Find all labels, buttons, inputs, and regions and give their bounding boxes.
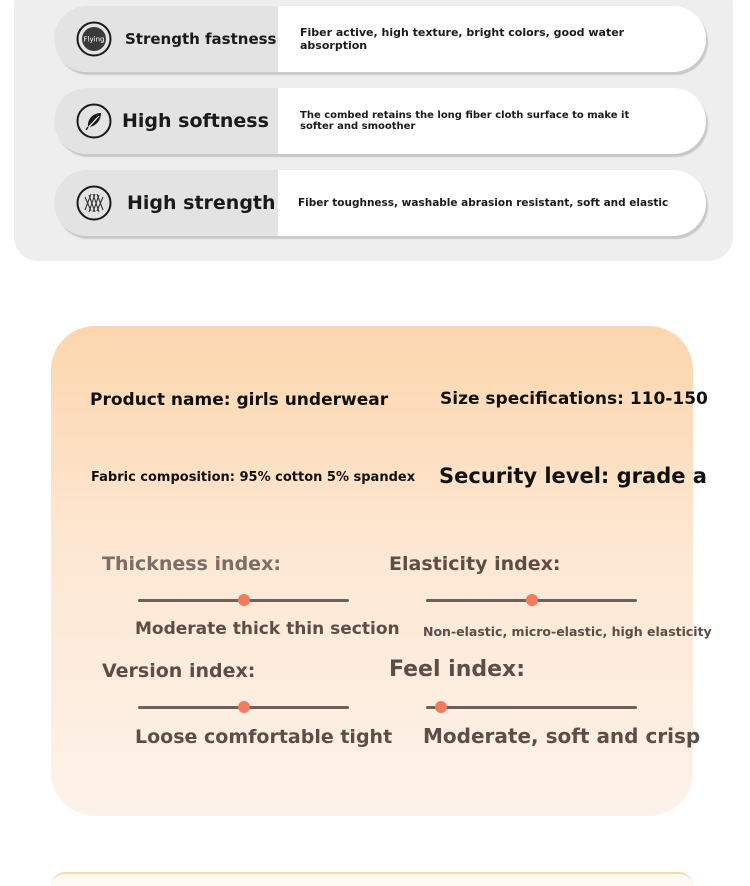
feather-icon: [76, 103, 112, 139]
product-name: Product name: girls underwear: [90, 390, 389, 410]
next-section-edge: [51, 872, 693, 886]
thickness-slider-dot: [238, 594, 250, 606]
flying-badge-icon: [76, 21, 112, 57]
elasticity-slider-dot: [526, 594, 538, 606]
feature-title: High softness: [122, 110, 269, 132]
security-level: Security level: grade a: [439, 464, 707, 488]
size-specifications: Size specifications: 110-150: [440, 389, 708, 409]
feature-label-area: [54, 170, 278, 236]
version-slider-track: [138, 706, 349, 709]
feature-row-high-softness: [54, 88, 706, 154]
thickness-slider-track: [138, 599, 349, 602]
feature-title: High strength: [127, 192, 276, 214]
feel-index-label: Feel index:: [389, 657, 526, 682]
feature-row-strength-fastness: [54, 6, 706, 72]
thickness-index-caption: Moderate thick thin section: [135, 619, 400, 639]
thickness-index-label: Thickness index:: [102, 553, 281, 575]
elasticity-slider-track: [426, 599, 637, 602]
feature-label-area: [54, 6, 278, 72]
feature-label-area: [54, 88, 278, 154]
feature-row-high-strength: [54, 170, 706, 236]
product-info-card: [51, 326, 712, 816]
version-index-caption: Loose comfortable tight: [135, 726, 393, 748]
feature-description: Fiber toughness, washable abrasion resistant, soft and elastic: [298, 197, 669, 209]
feature-description: Fiber active, high texture, bright colors, good water absorption: [300, 26, 625, 52]
fabric-composition: Fabric composition: 95% cotton 5% spandex: [91, 470, 416, 485]
flying-badge-text: Flying: [83, 35, 105, 44]
feature-description: The combed retains the long fiber cloth surface to make it softer and smoother: [300, 110, 630, 132]
version-index-label: Version index:: [102, 660, 256, 682]
elasticity-index-caption: Non-elastic, micro-elastic, high elasticity: [423, 624, 712, 639]
feel-slider-track: [426, 706, 637, 709]
fabric-weave-icon: [76, 185, 112, 221]
feel-index-caption: Moderate, soft and crisp: [423, 724, 701, 748]
version-slider-dot: [238, 701, 250, 713]
feel-slider-dot: [435, 701, 447, 713]
feature-title: Strength fastness: [125, 30, 277, 48]
elasticity-index-label: Elasticity index:: [389, 553, 561, 575]
